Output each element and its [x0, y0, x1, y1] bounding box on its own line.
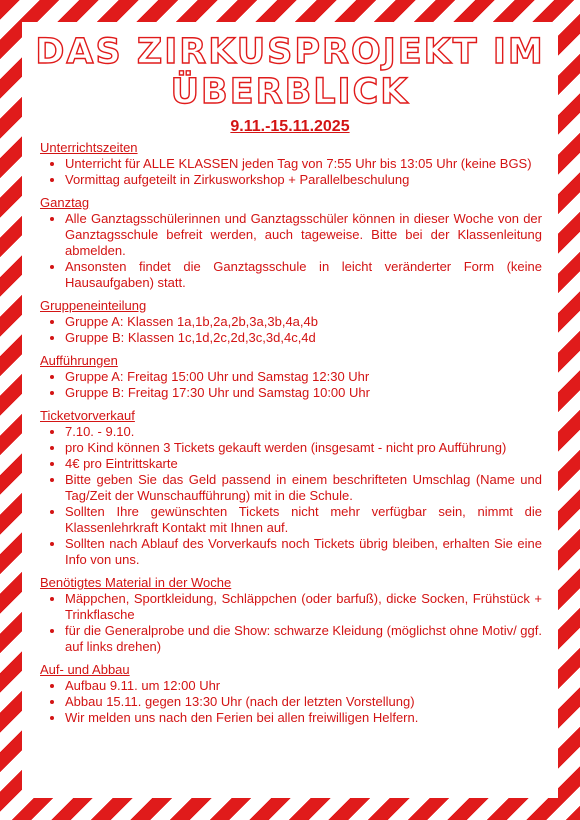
- bullet-list: [40, 424, 542, 568]
- section-ganztag: [40, 195, 542, 291]
- bullet-list: [40, 369, 542, 401]
- section-heading: Benötigtes Material in der Woche: [40, 575, 232, 590]
- section-heading: Ganztag: [40, 195, 90, 210]
- page-title: DAS ZIRKUSPROJEKT IM ÜBERBLICK: [35, 32, 545, 112]
- list-item: • pro Kind können 3 Tickets gekauft werden (insgesamt - nicht pro Aufführung): [65, 440, 542, 456]
- date-range: 9.11.-15.11.2025: [230, 118, 350, 135]
- section-heading: Gruppeneinteilung: [40, 298, 147, 313]
- list-item: • 4€ pro Eintrittskarte: [65, 456, 542, 472]
- list-item: • Gruppe A: Klassen 1a,1b,2a,2b,3a,3b,4a,4b: [65, 314, 542, 330]
- bullet-list: [40, 591, 542, 655]
- bullet-list: [40, 678, 542, 726]
- section-unterrichtszeiten: [40, 140, 542, 188]
- bullet-list: [40, 314, 542, 346]
- section-heading: Aufführungen: [40, 353, 118, 368]
- list-item: • Abbau 15.11. gegen 13:30 Uhr (nach der letzten Vorstellung): [65, 694, 542, 710]
- list-item: • 7.10. - 9.10.: [65, 424, 542, 440]
- section-heading: Ticketvorverkauf: [40, 408, 135, 423]
- section-heading: Auf- und Abbau: [40, 662, 130, 677]
- list-item: • Wir melden uns nach den Ferien bei allen freiwilligen Helfern.: [65, 710, 542, 726]
- list-item: • Aufbau 9.11. um 12:00 Uhr: [65, 678, 542, 694]
- list-item: • Sollten Ihre gewünschten Tickets nicht mehr verfügbar sein, nimmt die Klassenlehrkraft Kontakt mit Ihnen auf.: [65, 504, 542, 536]
- list-item: • Gruppe B: Freitag 17:30 Uhr und Samstag 10:00 Uhr: [65, 385, 542, 401]
- list-item: • Bitte geben Sie das Geld passend in einem beschrifteten Umschlag (Name und Tag/Zeit der Wunschaufführung) mit in die Schule.: [65, 472, 542, 504]
- list-item: • Ansonsten findet die Ganztagsschule in leicht veränderter Form (keine Hausaufgaben) statt.: [65, 259, 542, 291]
- list-item: • Vormittag aufgeteilt in Zirkusworkshop + Parallelbeschulung: [65, 172, 542, 188]
- list-item: • Mäppchen, Sportkleidung, Schläppchen (oder barfuß), dicke Socken, Frühstück + Trinkflasche: [65, 591, 542, 623]
- bullet-list: [40, 211, 542, 291]
- bullet-list: [40, 156, 542, 188]
- flyer-sheet: [22, 22, 558, 798]
- list-item: • Alle Ganztagsschülerinnen und Ganztagsschüler können in dieser Woche von der Ganztagsschule befreit werden, auch tageweise. Bitte bei der Klassenleitung abmelden.: [65, 211, 542, 259]
- section-aufbau-abbau: [40, 662, 542, 726]
- list-item: • für die Generalprobe und die Show: schwarze Kleidung (möglichst ohne Motiv/ ggf. auf links drehen): [65, 623, 542, 655]
- list-item: • Gruppe A: Freitag 15:00 Uhr und Samstag 12:30 Uhr: [65, 369, 542, 385]
- section-auffuehrungen: [40, 353, 542, 401]
- list-item: • Unterricht für ALLE KLASSEN jeden Tag von 7:55 Uhr bis 13:05 Uhr (keine BGS): [65, 156, 542, 172]
- section-gruppeneinteilung: [40, 298, 542, 346]
- list-item: • Gruppe B: Klassen 1c,1d,2c,2d,3c,3d,4c,4d: [65, 330, 542, 346]
- content: [40, 140, 542, 733]
- section-material: [40, 575, 542, 655]
- section-ticketvorverkauf: [40, 408, 542, 568]
- section-heading: Unterrichtszeiten: [40, 140, 138, 155]
- list-item: • Sollten nach Ablauf des Vorverkaufs noch Tickets übrig bleiben, erhalten Sie eine Info von uns.: [65, 536, 542, 568]
